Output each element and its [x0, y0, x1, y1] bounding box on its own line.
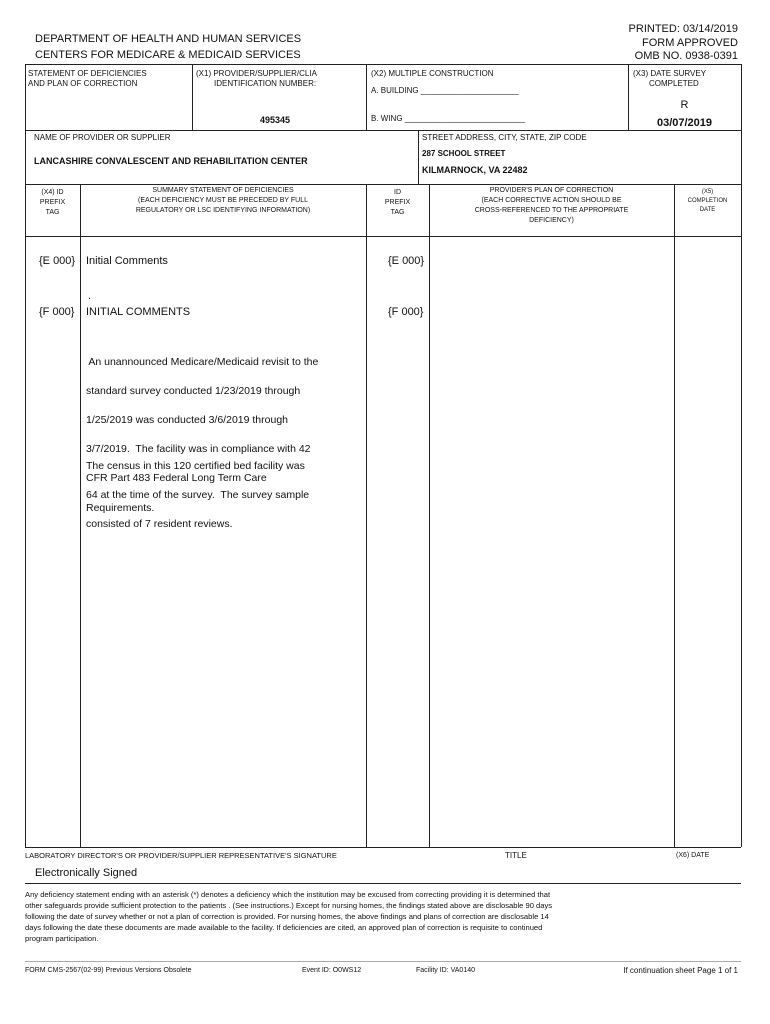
provider-name: LANCASHIRE CONVALESCENT AND REHABILITATION CENTER — [34, 156, 308, 166]
address-label: STREET ADDRESS, CITY, STATE, ZIP CODE — [422, 133, 587, 142]
summary-header-1: SUMMARY STATEMENT OF DEFICIENCIES — [152, 187, 294, 194]
facility-id: Facility ID: VA0140 — [416, 967, 476, 974]
statement-label-2: AND PLAN OF CORRECTION — [28, 79, 138, 88]
comment-paragraph-2 — [86, 444, 364, 546]
disclaimer-footnote — [25, 889, 741, 944]
rule — [25, 236, 26, 847]
rule — [25, 184, 741, 185]
wing-field: B. WING ___________________________ — [371, 114, 525, 123]
event-id: Event ID: O0WS12 — [302, 967, 362, 974]
e-title: Initial Comments — [86, 255, 168, 267]
survey-date: 03/07/2019 — [656, 117, 713, 129]
x4-header-2: PREFIX — [39, 199, 66, 206]
rule — [741, 236, 742, 847]
comment-line: Requirements. — [86, 501, 155, 514]
x3-label-2: COMPLETED — [649, 79, 699, 88]
comment-line: consisted of 7 resident reviews. — [86, 517, 233, 530]
x5-header-2: COMPLETION — [687, 198, 728, 204]
form-approved: FORM APPROVED — [642, 37, 738, 49]
rule — [25, 236, 741, 237]
summary-header-3: REGULATORY OR LSC IDENTIFYING INFORMATION) — [135, 207, 311, 214]
rule — [741, 64, 742, 237]
footnote-line: Any deficiency statement ending with an asterisk (*) denotes a deficiency which the institution may be excused from correcting providing it is determined that — [25, 890, 551, 899]
footnote-line: days following the date these documents are made available to the facility. If deficiencies are cited, an approved plan of correction is requisite to continued — [25, 923, 543, 932]
x4-header-3: TAG — [45, 209, 60, 216]
omb-number: OMB NO. 0938-0391 — [634, 50, 738, 62]
statement-label-1: STATEMENT OF DEFICIENCIES — [28, 69, 147, 78]
e-tag-right: {E 000} — [388, 255, 425, 267]
rule — [366, 64, 367, 130]
title-label: TITLE — [505, 851, 527, 860]
footnote-line: other safeguards provide sufficient protection to the patients . (See instructions.) Except for nursing homes, the findings stated above are disclosable 90 days — [25, 901, 553, 910]
rule — [25, 961, 741, 962]
comment-line: The census in this 120 certified bed facility was — [86, 459, 305, 472]
rule — [25, 130, 741, 131]
f-tag: {F 000} — [39, 306, 75, 318]
department-line-2: CENTERS FOR MEDICARE & MEDICAID SERVICES — [35, 49, 301, 61]
comment-line: 3/7/2019. The facility was in compliance with 42 — [86, 443, 311, 456]
continuation-sheet: If continuation sheet Page 1 of 1 — [623, 966, 738, 975]
plan-header-4: DEFICIENCY) — [529, 217, 574, 224]
comment-line: 1/25/2019 was conducted 3/6/2019 through — [86, 413, 288, 426]
summary-header-2: (EACH DEFICIENCY MUST BE PRECEDED BY FULL — [138, 197, 308, 204]
id-header-1: ID — [394, 189, 401, 196]
building-field: A. BUILDING ______________________ — [371, 86, 519, 95]
provider-name-label: NAME OF PROVIDER OR SUPPLIER — [34, 133, 171, 142]
rule — [366, 184, 367, 847]
x6-date-label: (X6) DATE — [676, 852, 710, 859]
x5-header-1: (X5) — [701, 189, 714, 195]
provider-id-number: 495345 — [260, 115, 291, 125]
id-header-2: PREFIX — [384, 199, 411, 206]
city-state-zip: KILMARNOCK, VA 22482 — [422, 165, 528, 175]
rule — [192, 64, 193, 130]
plan-header-3: CROSS-REFERENCED TO THE APPROPRIATE — [474, 207, 629, 214]
x3-label-1: (X3) DATE SURVEY — [633, 69, 707, 78]
rule — [25, 64, 741, 65]
department-line-1: DEPARTMENT OF HEALTH AND HUMAN SERVICES — [35, 33, 302, 45]
rule — [674, 184, 675, 847]
rule — [25, 883, 741, 884]
survey-code: R — [680, 99, 689, 111]
id-header-3: TAG — [390, 209, 405, 216]
form-number: FORM CMS-2567(02-99) Previous Versions Obsolete — [25, 967, 192, 974]
e-tag: {E 000} — [39, 255, 76, 267]
f-tag-right: {F 000} — [388, 306, 424, 318]
plan-header-2: (EACH CORRECTIVE ACTION SHOULD BE — [481, 197, 622, 204]
comment-line: standard survey conducted 1/23/2019 through — [86, 384, 301, 397]
dot-marker: . — [88, 290, 92, 302]
plan-header-1: PROVIDER'S PLAN OF CORRECTION — [489, 187, 614, 194]
x4-header-1: (X4) ID — [41, 189, 64, 196]
electronic-signature: Electronically Signed — [35, 867, 138, 879]
footnote-line: following the date of survey whether or not a plan of correction is provided. For nursing homes, the above findings and plans of correction are disclosable 14 — [25, 912, 549, 921]
rule — [80, 184, 81, 847]
printed-date: PRINTED: 03/14/2019 — [628, 23, 738, 35]
f-title: INITIAL COMMENTS — [86, 306, 191, 318]
rule — [429, 184, 430, 847]
x1-label-1: (X1) PROVIDER/SUPPLIER/CLIA — [196, 69, 317, 78]
comment-line: CFR Part 483 Federal Long Term Care — [86, 472, 267, 485]
comment-line: An unannounced Medicare/Medicaid revisit to the — [86, 355, 319, 368]
comment-line: 64 at the time of the survey. The survey sample — [86, 488, 310, 501]
rule — [25, 847, 741, 848]
signature-label: LABORATORY DIRECTOR'S OR PROVIDER/SUPPLIER REPRESENTATIVE'S SIGNATURE — [25, 851, 337, 860]
x2-label: (X2) MULTIPLE CONSTRUCTION — [371, 69, 494, 78]
x1-label-2: IDENTIFICATION NUMBER: — [214, 79, 317, 88]
street-address: 287 SCHOOL STREET — [422, 149, 506, 158]
rule — [418, 130, 419, 184]
footnote-line: program participation. — [25, 934, 99, 943]
x5-header-3: DATE — [699, 207, 716, 213]
